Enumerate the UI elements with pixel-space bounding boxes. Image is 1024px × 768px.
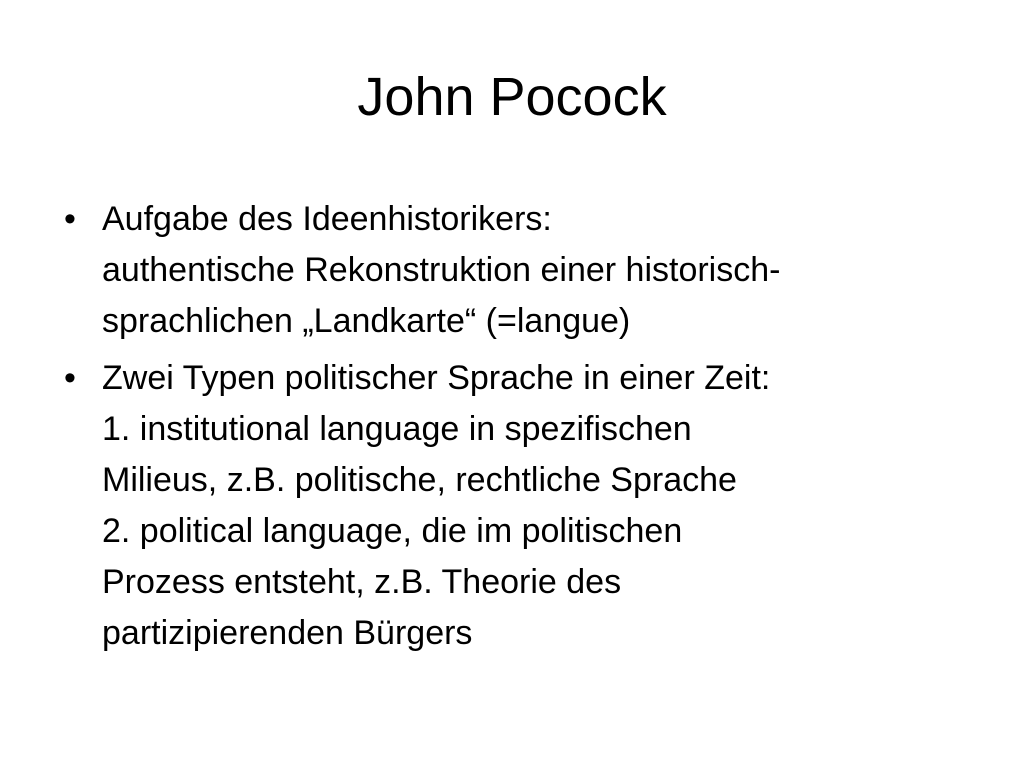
bullet-text-line: Prozess entsteht, z.B. Theorie des bbox=[102, 563, 622, 601]
bullet-item bbox=[60, 194, 980, 347]
bullet-item bbox=[60, 353, 980, 659]
slide-title: John Pocock bbox=[357, 67, 667, 127]
bullet-text-line: Zwei Typen politischer Sprache in einer Zeit: bbox=[102, 359, 771, 397]
bullet-text-line: authentische Rekonstruktion einer historisch- bbox=[102, 251, 781, 289]
bullet-icon: • bbox=[64, 359, 76, 397]
bullet-text-line: Aufgabe des Ideenhistorikers: bbox=[102, 200, 552, 238]
bullet-text-line: 2. political language, die im politischen bbox=[102, 512, 683, 550]
bullet-text-line: 1. institutional language in spezifischen bbox=[102, 410, 692, 448]
bullet-list bbox=[60, 194, 980, 665]
bullet-text-line: partizipierenden Bürgers bbox=[102, 614, 473, 652]
bullet-icon: • bbox=[64, 200, 76, 238]
bullet-text-line: Milieus, z.B. politische, rechtliche Sprache bbox=[102, 461, 737, 499]
bullet-text-line: sprachlichen „Landkarte“ (=langue) bbox=[102, 302, 631, 340]
